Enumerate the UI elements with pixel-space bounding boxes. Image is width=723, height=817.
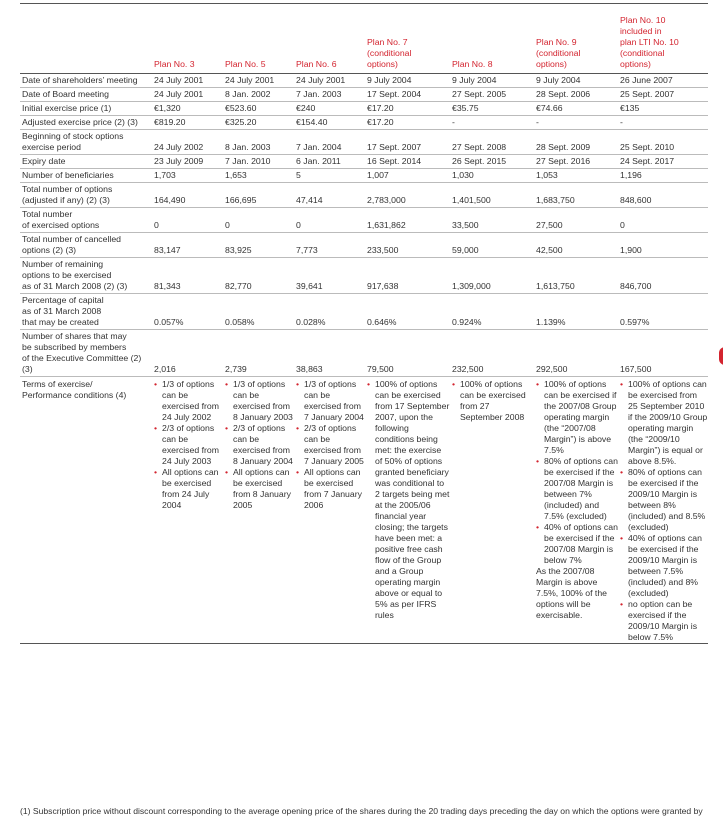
table-cell: -: [450, 116, 534, 130]
table-cell: 28 Sept. 2006: [534, 88, 618, 102]
plan-header: Plan No. 8: [450, 15, 534, 74]
terms-bullet: • no option can be exercised if the 2009/10 Margin is below 7.5%: [620, 599, 708, 643]
row-label: Total number of options (adjusted if any) (2) (3): [20, 183, 152, 208]
table-cell: 83,147: [152, 233, 223, 258]
table-cell: 0.924%: [450, 294, 534, 330]
terms-bullet: • 100% of options can be exercised from 27 September 2008: [452, 379, 534, 423]
table-cell: 33,500: [450, 208, 534, 233]
terms-bullet: • 2/3 of options can be exercised from 8 January 2004: [225, 423, 294, 467]
table-cell: 1,196: [618, 169, 708, 183]
table-cell: 28 Sept. 2009: [534, 130, 618, 155]
table-cell: 7 Jan. 2010: [223, 155, 294, 169]
table-cell: €819.20: [152, 116, 223, 130]
table-cell: 1,613,750: [534, 258, 618, 294]
table-cell: 0.646%: [365, 294, 450, 330]
table-cell: 7,773: [294, 233, 365, 258]
terms-plan-5: [223, 377, 294, 644]
table-row: [20, 330, 708, 377]
terms-list: [296, 379, 365, 511]
table-cell: 47,414: [294, 183, 365, 208]
terms-bullet: • 1/3 of options can be exercised from 7 January 2004: [296, 379, 365, 423]
terms-list: [536, 379, 618, 566]
table-cell: 81,343: [152, 258, 223, 294]
table-cell: 2,739: [223, 330, 294, 377]
table-row: [20, 208, 708, 233]
table-cell: €17.20: [365, 116, 450, 130]
row-label: Number of beneficiaries: [20, 169, 152, 183]
table-cell: 0: [223, 208, 294, 233]
table-cell: 0: [618, 208, 708, 233]
table-cell: 24 July 2001: [294, 74, 365, 88]
table-cell: -: [618, 116, 708, 130]
table-cell: 27 Sept. 2016: [534, 155, 618, 169]
table-cell: 6 Jan. 2011: [294, 155, 365, 169]
terms-bullet: • 100% of options can be exercised from 25 September 2010 if the 2009/10 Group operating margin (the “2009/10 Margin”) is equal or above 8.5%.: [620, 379, 708, 467]
stock-options-table: [20, 15, 708, 644]
table-cell: 917,638: [365, 258, 450, 294]
terms-plan-9: [534, 377, 618, 644]
row-label: Number of shares that may be subscribed by members of the Executive Committee (2) (3): [20, 330, 152, 377]
table-cell: 8 Jan. 2003: [223, 130, 294, 155]
table-cell: 232,500: [450, 330, 534, 377]
table-cell: 292,500: [534, 330, 618, 377]
terms-bullet: • 2/3 of options can be exercised from 7 January 2005: [296, 423, 365, 467]
terms-bullet: • All options can be exercised from 7 January 2006: [296, 467, 365, 511]
table-cell: 9 July 2004: [365, 74, 450, 88]
table-row: [20, 258, 708, 294]
terms-bullet: • 1/3 of options can be exercised from 24 July 2002: [154, 379, 223, 423]
table-cell: 59,000: [450, 233, 534, 258]
table-row: [20, 88, 708, 102]
header-empty: [20, 15, 152, 74]
terms-plan-8: [450, 377, 534, 644]
table-cell: 23 July 2009: [152, 155, 223, 169]
table-cell: 82,770: [223, 258, 294, 294]
table-cell: 1,683,750: [534, 183, 618, 208]
row-label: Total number of exercised options: [20, 208, 152, 233]
table-row: [20, 102, 708, 116]
page-tab-marker: [719, 347, 723, 365]
terms-note: As the 2007/08 Margin is above 7.5%, 100% of the options will be exercisable.: [536, 566, 607, 620]
terms-list: [452, 379, 534, 423]
row-label: Date of shareholders’ meeting: [20, 74, 152, 88]
row-label: Initial exercise price (1): [20, 102, 152, 116]
table-cell: 26 June 2007: [618, 74, 708, 88]
table-cell: 24 July 2001: [152, 88, 223, 102]
terms-bullet: • All options can be exercised from 24 July 2004: [154, 467, 223, 511]
terms-bullet: • 80% of options can be exercised if the 2009/10 Margin is between 8% (included) and 8.5% (excluded): [620, 467, 708, 533]
table-cell: 25 Sept. 2010: [618, 130, 708, 155]
table-cell: 79,500: [365, 330, 450, 377]
table-cell: 1,030: [450, 169, 534, 183]
table-cell: 17 Sept. 2004: [365, 88, 450, 102]
table-cell: 1,703: [152, 169, 223, 183]
table-cell: 848,600: [618, 183, 708, 208]
table-cell: 1,401,500: [450, 183, 534, 208]
plan-header: Plan No. 10 included in plan LTI No. 10 (conditional options): [618, 15, 708, 74]
row-label: Percentage of capital as of 31 March 2008 that may be created: [20, 294, 152, 330]
top-rule: [20, 3, 708, 4]
table-cell: 2,016: [152, 330, 223, 377]
table-cell: 0: [152, 208, 223, 233]
table-cell: 233,500: [365, 233, 450, 258]
table-cell: 164,490: [152, 183, 223, 208]
table-row: [20, 294, 708, 330]
table-cell: €1,320: [152, 102, 223, 116]
table-cell: 26 Sept. 2015: [450, 155, 534, 169]
table-row: [20, 74, 708, 88]
table-cell: 8 Jan. 2002: [223, 88, 294, 102]
table-row: [20, 130, 708, 155]
table-cell: €523.60: [223, 102, 294, 116]
table-cell: €17.20: [365, 102, 450, 116]
terms-bullet: • 40% of options can be exercised if the 2009/10 Margin is between 7.5% (included) and 8% (excluded): [620, 533, 708, 599]
table-cell: 17 Sept. 2007: [365, 130, 450, 155]
table-cell: 0.058%: [223, 294, 294, 330]
table-cell: 1.139%: [534, 294, 618, 330]
table-cell: 1,309,000: [450, 258, 534, 294]
table-cell: 1,007: [365, 169, 450, 183]
row-label: Terms of exercise/ Performance conditions (4): [20, 377, 152, 644]
terms-plan-10: [618, 377, 708, 644]
table-cell: €240: [294, 102, 365, 116]
terms-plan-6: [294, 377, 365, 644]
terms-list: [620, 379, 708, 643]
table-row: [20, 116, 708, 130]
terms-list: [154, 379, 223, 511]
plan-header: Plan No. 7 (conditional options): [365, 15, 450, 74]
terms-plan-3: [152, 377, 223, 644]
terms-row: [20, 377, 708, 644]
table-row: [20, 183, 708, 208]
table-cell: 0.057%: [152, 294, 223, 330]
table-cell: 16 Sept. 2014: [365, 155, 450, 169]
table-cell: 24 July 2001: [223, 74, 294, 88]
table-cell: €74.66: [534, 102, 618, 116]
table-row: [20, 169, 708, 183]
row-label: Date of Board meeting: [20, 88, 152, 102]
terms-bullet: • 1/3 of options can be exercised from 8 January 2003: [225, 379, 294, 423]
table-cell: 42,500: [534, 233, 618, 258]
row-label: Expiry date: [20, 155, 152, 169]
plan-header: Plan No. 6: [294, 15, 365, 74]
table-cell: 39,641: [294, 258, 365, 294]
table-cell: 1,053: [534, 169, 618, 183]
table-cell: 7 Jan. 2003: [294, 88, 365, 102]
table-cell: 1,653: [223, 169, 294, 183]
table-cell: €135: [618, 102, 708, 116]
table-cell: 24 July 2002: [152, 130, 223, 155]
table-cell: 27 Sept. 2005: [450, 88, 534, 102]
table-row: [20, 233, 708, 258]
row-label: Beginning of stock options exercise period: [20, 130, 152, 155]
table-cell: 7 Jan. 2004: [294, 130, 365, 155]
terms-bullet: • 100% of options can be exercised from 17 September 2007, upon the following conditions being met: the exercise of 50% of options granted beneficiary was conditional to 2 targets being met at the 2005/06 financial year closing; the targets have been met: a positive free cash flow of the Group and a Group operating margin above or equal to 5% as per IFRS rules: [367, 379, 450, 621]
table-row: [20, 155, 708, 169]
table-cell: 27,500: [534, 208, 618, 233]
table-cell: -: [534, 116, 618, 130]
table-cell: 5: [294, 169, 365, 183]
plan-header-row: [20, 15, 708, 74]
plan-header: Plan No. 9 (conditional options): [534, 15, 618, 74]
terms-list: [225, 379, 294, 511]
row-label: Number of remaining options to be exercised as of 31 March 2008 (2) (3): [20, 258, 152, 294]
plan-header: Plan No. 3: [152, 15, 223, 74]
table-cell: €325.20: [223, 116, 294, 130]
table-cell: 24 Sept. 2017: [618, 155, 708, 169]
footnote: (1) Subscription price without discount corresponding to the average opening price of the shares during the 20 trading days preceding the day on which the options were granted by: [20, 806, 703, 816]
table-cell: €154.40: [294, 116, 365, 130]
table-cell: 0.028%: [294, 294, 365, 330]
terms-bullet: • 80% of options can be exercised if the 2007/08 Margin is between 7% (included) and 7.5% (excluded): [536, 456, 618, 522]
table-cell: 166,695: [223, 183, 294, 208]
row-label: Adjusted exercise price (2) (3): [20, 116, 152, 130]
table-cell: 2,783,000: [365, 183, 450, 208]
table-cell: 27 Sept. 2008: [450, 130, 534, 155]
table-cell: 83,925: [223, 233, 294, 258]
table-cell: 0.597%: [618, 294, 708, 330]
plan-header: Plan No. 5: [223, 15, 294, 74]
table-cell: 1,631,862: [365, 208, 450, 233]
terms-bullet: • 2/3 of options can be exercised from 24 July 2003: [154, 423, 223, 467]
row-label: Total number of cancelled options (2) (3): [20, 233, 152, 258]
table-cell: 1,900: [618, 233, 708, 258]
terms-plan-7: [365, 377, 450, 644]
table-cell: 9 July 2004: [534, 74, 618, 88]
table-cell: 9 July 2004: [450, 74, 534, 88]
table-cell: 167,500: [618, 330, 708, 377]
terms-bullet: • 100% of options can be exercised if the 2007/08 Group operating margin (the “2007/08 Margin”) is above 7.5%: [536, 379, 618, 456]
table-cell: 0: [294, 208, 365, 233]
terms-bullet: • All options can be exercised from 8 January 2005: [225, 467, 294, 511]
table-cell: 846,700: [618, 258, 708, 294]
table-cell: 25 Sept. 2007: [618, 88, 708, 102]
terms-bullet: • 40% of options can be exercised if the 2007/08 Margin is below 7%: [536, 522, 618, 566]
table-cell: 38,863: [294, 330, 365, 377]
table-cell: 24 July 2001: [152, 74, 223, 88]
table-cell: €35.75: [450, 102, 534, 116]
terms-list: [367, 379, 450, 621]
